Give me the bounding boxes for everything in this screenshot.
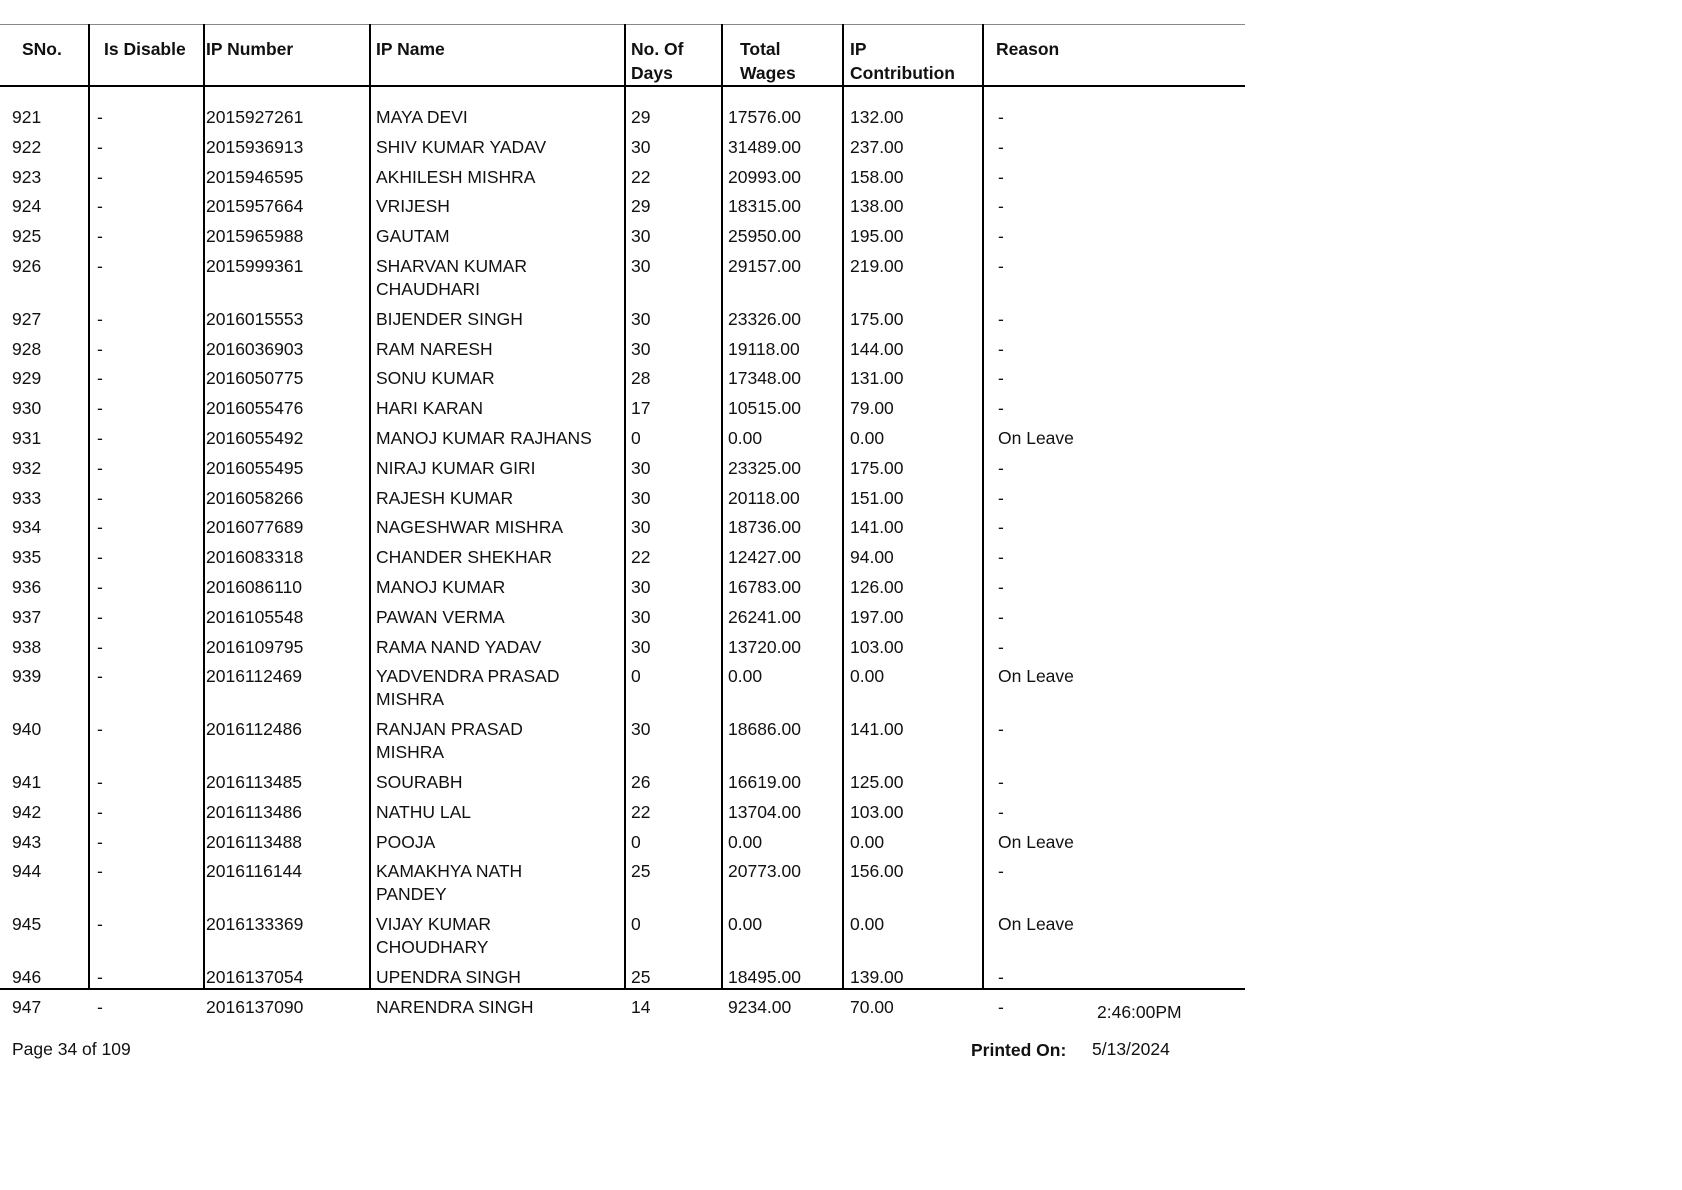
cell-wages: 23326.00 xyxy=(728,308,801,329)
cell-sno: 942 xyxy=(12,801,42,822)
cell-reason: - xyxy=(998,487,1004,508)
cell-sno: 927 xyxy=(12,308,42,329)
cell-days: 30 xyxy=(631,487,651,508)
cell-contribution: 70.00 xyxy=(850,996,894,1017)
cell-wages: 31489.00 xyxy=(728,136,801,157)
cell-reason: - xyxy=(998,166,1004,187)
cell-ip-name: SOURABH xyxy=(376,772,463,792)
cell-ip-name: RAJESH KUMAR xyxy=(376,487,514,508)
cell-ip-name: HARI KARAN xyxy=(376,398,483,419)
cell-sno: 925 xyxy=(12,226,42,247)
cell-wages: 10515.00 xyxy=(728,398,801,419)
cell-contribution: 141.00 xyxy=(850,719,904,740)
cell-contribution: 125.00 xyxy=(850,772,904,792)
cell-reason: - xyxy=(998,226,1004,247)
cell-is-disable: - xyxy=(97,457,103,478)
cell-ip-number: 2016036903 xyxy=(206,338,304,359)
cell-contribution: 0.00 xyxy=(850,428,885,448)
cell-is-disable: - xyxy=(97,606,103,627)
cell-wages: 0.00 xyxy=(728,666,763,687)
cell-reason: - xyxy=(998,996,1004,1017)
header-wages-line1: Total xyxy=(740,39,781,59)
cell-wages: 18315.00 xyxy=(728,196,801,217)
cell-sno: 947 xyxy=(12,996,42,1017)
cell-is-disable: - xyxy=(97,801,103,822)
cell-contribution: 0.00 xyxy=(850,666,885,687)
cell-contribution: 132.00 xyxy=(850,107,904,127)
cell-contribution: 126.00 xyxy=(850,577,904,597)
cell-sno: 940 xyxy=(12,719,42,740)
cell-is-disable: - xyxy=(97,428,103,448)
cell-ip-name: RANJAN PRASAD xyxy=(376,719,523,740)
cell-ip-name: YADVENDRA PRASAD xyxy=(376,666,560,687)
cell-is-disable: - xyxy=(97,226,103,247)
cell-ip-number: 2016116144 xyxy=(206,861,303,882)
cell-wages: 17576.00 xyxy=(728,107,801,127)
cell-ip-name: UPENDRA SINGH xyxy=(376,967,521,987)
column-divider xyxy=(88,24,90,990)
cell-is-disable: - xyxy=(97,636,103,657)
cell-days: 30 xyxy=(631,719,651,740)
cell-sno: 933 xyxy=(12,487,42,508)
header-is-disable: Is Disable xyxy=(104,39,186,59)
cell-ip-name: AKHILESH MISHRA xyxy=(376,166,536,187)
cell-days: 0 xyxy=(631,914,641,935)
header-contrib-line1: IP xyxy=(850,39,867,59)
header-ip-name: IP Name xyxy=(376,39,445,59)
printed-on-date: 5/13/2024 xyxy=(1092,1039,1170,1059)
cell-ip-name: RAM NARESH xyxy=(376,338,493,359)
cell-is-disable: - xyxy=(97,487,103,508)
cell-sno: 931 xyxy=(12,428,42,448)
cell-ip-name: CHOUDHARY xyxy=(376,937,489,958)
cell-ip-number: 2016086110 xyxy=(206,577,303,597)
cell-wages: 13720.00 xyxy=(728,636,801,657)
cell-days: 30 xyxy=(631,226,651,247)
cell-days: 17 xyxy=(631,398,651,419)
cell-ip-name: CHANDER SHEKHAR xyxy=(376,547,552,568)
cell-days: 26 xyxy=(631,772,651,792)
cell-is-disable: - xyxy=(97,256,103,276)
cell-reason: On Leave xyxy=(998,831,1074,852)
cell-wages: 18686.00 xyxy=(728,719,801,740)
cell-contribution: 103.00 xyxy=(850,636,904,657)
cell-sno: 924 xyxy=(12,196,42,217)
cell-contribution: 175.00 xyxy=(850,308,904,329)
cell-days: 30 xyxy=(631,256,651,276)
cell-reason: - xyxy=(998,547,1004,568)
cell-wages: 13704.00 xyxy=(728,801,801,822)
cell-sno: 930 xyxy=(12,398,42,419)
cell-contribution: 141.00 xyxy=(850,517,904,538)
cell-wages: 29157.00 xyxy=(728,256,801,276)
cell-ip-name: MANOJ KUMAR RAJHANS xyxy=(376,428,592,448)
cell-is-disable: - xyxy=(97,107,103,127)
cell-is-disable: - xyxy=(97,196,103,217)
cell-wages: 0.00 xyxy=(728,914,763,935)
cell-reason: - xyxy=(998,772,1004,792)
cell-is-disable: - xyxy=(97,577,103,597)
cell-ip-name: MISHRA xyxy=(376,689,445,710)
cell-contribution: 175.00 xyxy=(850,457,904,478)
cell-sno: 934 xyxy=(12,517,42,538)
cell-contribution: 139.00 xyxy=(850,967,904,987)
cell-contribution: 219.00 xyxy=(850,256,904,276)
cell-wages: 12427.00 xyxy=(728,547,801,568)
cell-days: 28 xyxy=(631,368,651,389)
cell-sno: 921 xyxy=(12,107,42,127)
header-reason: Reason xyxy=(996,39,1060,59)
cell-contribution: 103.00 xyxy=(850,801,904,822)
cell-ip-number: 2015936913 xyxy=(206,136,304,157)
cell-is-disable: - xyxy=(97,136,103,157)
cell-sno: 929 xyxy=(12,368,42,389)
cell-wages: 17348.00 xyxy=(728,368,801,389)
cell-ip-number: 2016055495 xyxy=(206,457,304,478)
cell-ip-number: 2016055492 xyxy=(206,428,304,448)
cell-reason: On Leave xyxy=(998,914,1074,935)
cell-is-disable: - xyxy=(97,368,103,389)
cell-days: 14 xyxy=(631,996,651,1017)
cell-ip-name: POOJA xyxy=(376,831,436,852)
cell-is-disable: - xyxy=(97,308,103,329)
cell-reason: On Leave xyxy=(998,666,1074,687)
cell-contribution: 156.00 xyxy=(850,861,904,882)
cell-ip-name: NIRAJ KUMAR GIRI xyxy=(376,457,536,478)
cell-reason: - xyxy=(998,107,1004,127)
cell-ip-name: RAMA NAND YADAV xyxy=(376,636,542,657)
cell-reason: - xyxy=(998,577,1004,597)
cell-sno: 939 xyxy=(12,666,42,687)
cell-ip-number: 2016113488 xyxy=(206,831,303,852)
cell-wages: 16783.00 xyxy=(728,577,801,597)
column-divider xyxy=(982,24,984,990)
column-divider xyxy=(203,24,205,990)
cell-is-disable: - xyxy=(97,831,103,852)
cell-sno: 922 xyxy=(12,136,42,157)
cell-ip-name: SHIV KUMAR YADAV xyxy=(376,136,547,157)
cell-wages: 16619.00 xyxy=(728,772,801,792)
cell-contribution: 144.00 xyxy=(850,338,904,359)
cell-wages: 18495.00 xyxy=(728,967,801,987)
cell-days: 0 xyxy=(631,428,641,448)
cell-days: 30 xyxy=(631,577,651,597)
cell-ip-name: NARENDRA SINGH xyxy=(376,996,534,1017)
cell-reason: - xyxy=(998,636,1004,657)
cell-days: 30 xyxy=(631,606,651,627)
cell-ip-name: CHAUDHARI xyxy=(376,279,481,299)
cell-contribution: 131.00 xyxy=(850,368,904,389)
cell-contribution: 151.00 xyxy=(850,487,904,508)
cell-sno: 946 xyxy=(12,967,42,987)
cell-sno: 938 xyxy=(12,636,42,657)
header-contrib-line2: Contribution xyxy=(850,63,955,83)
cell-ip-number: 2016077689 xyxy=(206,517,304,538)
cell-ip-name: GAUTAM xyxy=(376,226,450,247)
cell-days: 30 xyxy=(631,308,651,329)
cell-sno: 926 xyxy=(12,256,42,276)
cell-ip-name: VIJAY KUMAR xyxy=(376,914,492,935)
cell-sno: 941 xyxy=(12,772,42,792)
cell-wages: 26241.00 xyxy=(728,606,801,627)
header-bottom-rule xyxy=(0,85,1245,87)
cell-ip-number: 2016112469 xyxy=(206,666,303,687)
table-top-rule xyxy=(0,24,1245,25)
column-divider xyxy=(721,24,723,990)
cell-reason: - xyxy=(998,338,1004,359)
cell-sno: 928 xyxy=(12,338,42,359)
cell-days: 29 xyxy=(631,196,651,217)
cell-ip-number: 2016137054 xyxy=(206,967,304,987)
cell-ip-number: 2015927261 xyxy=(206,107,304,127)
cell-days: 25 xyxy=(631,861,651,882)
cell-ip-number: 2016113486 xyxy=(206,801,303,822)
cell-reason: - xyxy=(998,801,1004,822)
cell-ip-name: KAMAKHYA NATH xyxy=(376,861,523,882)
cell-ip-name: SHARVAN KUMAR xyxy=(376,256,528,276)
cell-contribution: 197.00 xyxy=(850,606,904,627)
cell-reason: - xyxy=(998,606,1004,627)
cell-sno: 945 xyxy=(12,914,42,935)
cell-wages: 23325.00 xyxy=(728,457,801,478)
cell-sno: 944 xyxy=(12,861,42,882)
cell-reason: - xyxy=(998,368,1004,389)
cell-days: 22 xyxy=(631,801,651,822)
cell-ip-name: PANDEY xyxy=(376,884,447,905)
header-ip-number: IP Number xyxy=(206,39,294,59)
cell-days: 29 xyxy=(631,107,651,127)
cell-sno: 923 xyxy=(12,166,42,187)
cell-is-disable: - xyxy=(97,398,103,419)
cell-wages: 20118.00 xyxy=(728,487,800,508)
cell-reason: - xyxy=(998,196,1004,217)
cell-ip-number: 2016133369 xyxy=(206,914,304,935)
table-bottom-rule xyxy=(0,988,1245,990)
cell-ip-number: 2016050775 xyxy=(206,368,304,389)
cell-is-disable: - xyxy=(97,914,103,935)
cell-reason: On Leave xyxy=(998,428,1074,448)
cell-days: 22 xyxy=(631,547,651,568)
cell-is-disable: - xyxy=(97,517,103,538)
cell-contribution: 237.00 xyxy=(850,136,904,157)
cell-ip-number: 2016055476 xyxy=(206,398,304,419)
cell-wages: 0.00 xyxy=(728,831,763,852)
cell-ip-number: 2016083318 xyxy=(206,547,304,568)
cell-sno: 932 xyxy=(12,457,42,478)
printed-on-label: Printed On: xyxy=(971,1040,1067,1060)
cell-days: 0 xyxy=(631,666,641,687)
header-wages-line2: Wages xyxy=(740,63,796,83)
cell-wages: 0.00 xyxy=(728,428,763,448)
cell-sno: 935 xyxy=(12,547,42,568)
cell-reason: - xyxy=(998,517,1004,538)
cell-wages: 25950.00 xyxy=(728,226,801,247)
cell-is-disable: - xyxy=(97,338,103,359)
cell-is-disable: - xyxy=(97,166,103,187)
column-divider xyxy=(369,24,371,990)
cell-ip-number: 2015965988 xyxy=(206,226,304,247)
cell-ip-name: SONU KUMAR xyxy=(376,368,495,389)
cell-ip-number: 2015946595 xyxy=(206,166,304,187)
cell-reason: - xyxy=(998,398,1004,419)
cell-ip-number: 2016113485 xyxy=(206,772,303,792)
cell-reason: - xyxy=(998,136,1004,157)
cell-days: 25 xyxy=(631,967,651,987)
cell-contribution: 0.00 xyxy=(850,914,885,935)
cell-wages: 20773.00 xyxy=(728,861,801,882)
cell-is-disable: - xyxy=(97,772,103,792)
cell-contribution: 158.00 xyxy=(850,166,904,187)
cell-contribution: 138.00 xyxy=(850,196,904,217)
cell-days: 30 xyxy=(631,517,651,538)
cell-days: 0 xyxy=(631,831,641,852)
cell-days: 30 xyxy=(631,338,651,359)
column-divider xyxy=(842,24,844,990)
cell-reason: - xyxy=(998,861,1004,882)
cell-is-disable: - xyxy=(97,666,103,687)
cell-ip-number: 2016015553 xyxy=(206,308,304,329)
cell-ip-name: VRIJESH xyxy=(376,196,450,217)
cell-ip-number: 2015999361 xyxy=(206,256,304,276)
cell-days: 22 xyxy=(631,166,651,187)
cell-ip-name: NAGESHWAR MISHRA xyxy=(376,517,564,538)
cell-reason: - xyxy=(998,308,1004,329)
cell-days: 30 xyxy=(631,136,651,157)
cell-reason: - xyxy=(998,967,1004,987)
cell-sno: 936 xyxy=(12,577,42,597)
cell-is-disable: - xyxy=(97,967,103,987)
cell-ip-number: 2016112486 xyxy=(206,719,303,740)
header-days-line2: Days xyxy=(631,63,673,83)
column-divider xyxy=(624,24,626,990)
cell-ip-number: 2016058266 xyxy=(206,487,304,508)
page-number: Page 34 of 109 xyxy=(12,1039,131,1059)
cell-is-disable: - xyxy=(97,719,103,740)
cell-wages: 18736.00 xyxy=(728,517,801,538)
cell-ip-name: MISHRA xyxy=(376,742,445,763)
cell-ip-name: BIJENDER SINGH xyxy=(376,308,523,329)
cell-contribution: 79.00 xyxy=(850,398,894,419)
cell-contribution: 195.00 xyxy=(850,226,904,247)
cell-ip-number: 2016137090 xyxy=(206,996,304,1017)
cell-ip-number: 2015957664 xyxy=(206,196,304,217)
cell-ip-name: NATHU LAL xyxy=(376,801,471,822)
cell-ip-number: 2016105548 xyxy=(206,606,304,627)
cell-reason: - xyxy=(998,457,1004,478)
cell-reason: - xyxy=(998,719,1004,740)
cell-wages: 20993.00 xyxy=(728,166,801,187)
cell-wages: 9234.00 xyxy=(728,996,792,1017)
cell-sno: 943 xyxy=(12,831,42,852)
cell-contribution: 0.00 xyxy=(850,831,885,852)
cell-wages: 19118.00 xyxy=(728,338,800,359)
header-sno: SNo. xyxy=(22,39,62,59)
cell-reason: - xyxy=(998,256,1004,276)
cell-ip-name: PAWAN VERMA xyxy=(376,606,505,627)
cell-days: 30 xyxy=(631,457,651,478)
cell-days: 30 xyxy=(631,636,651,657)
cell-ip-number: 2016109795 xyxy=(206,636,304,657)
cell-is-disable: - xyxy=(97,996,103,1017)
cell-is-disable: - xyxy=(97,861,103,882)
cell-ip-name: MANOJ KUMAR xyxy=(376,577,506,597)
cell-is-disable: - xyxy=(97,547,103,568)
cell-ip-name: MAYA DEVI xyxy=(376,107,468,127)
print-time: 2:46:00PM xyxy=(1097,1002,1182,1022)
header-days-line1: No. Of xyxy=(631,39,684,59)
cell-sno: 937 xyxy=(12,606,42,627)
cell-contribution: 94.00 xyxy=(850,547,894,568)
